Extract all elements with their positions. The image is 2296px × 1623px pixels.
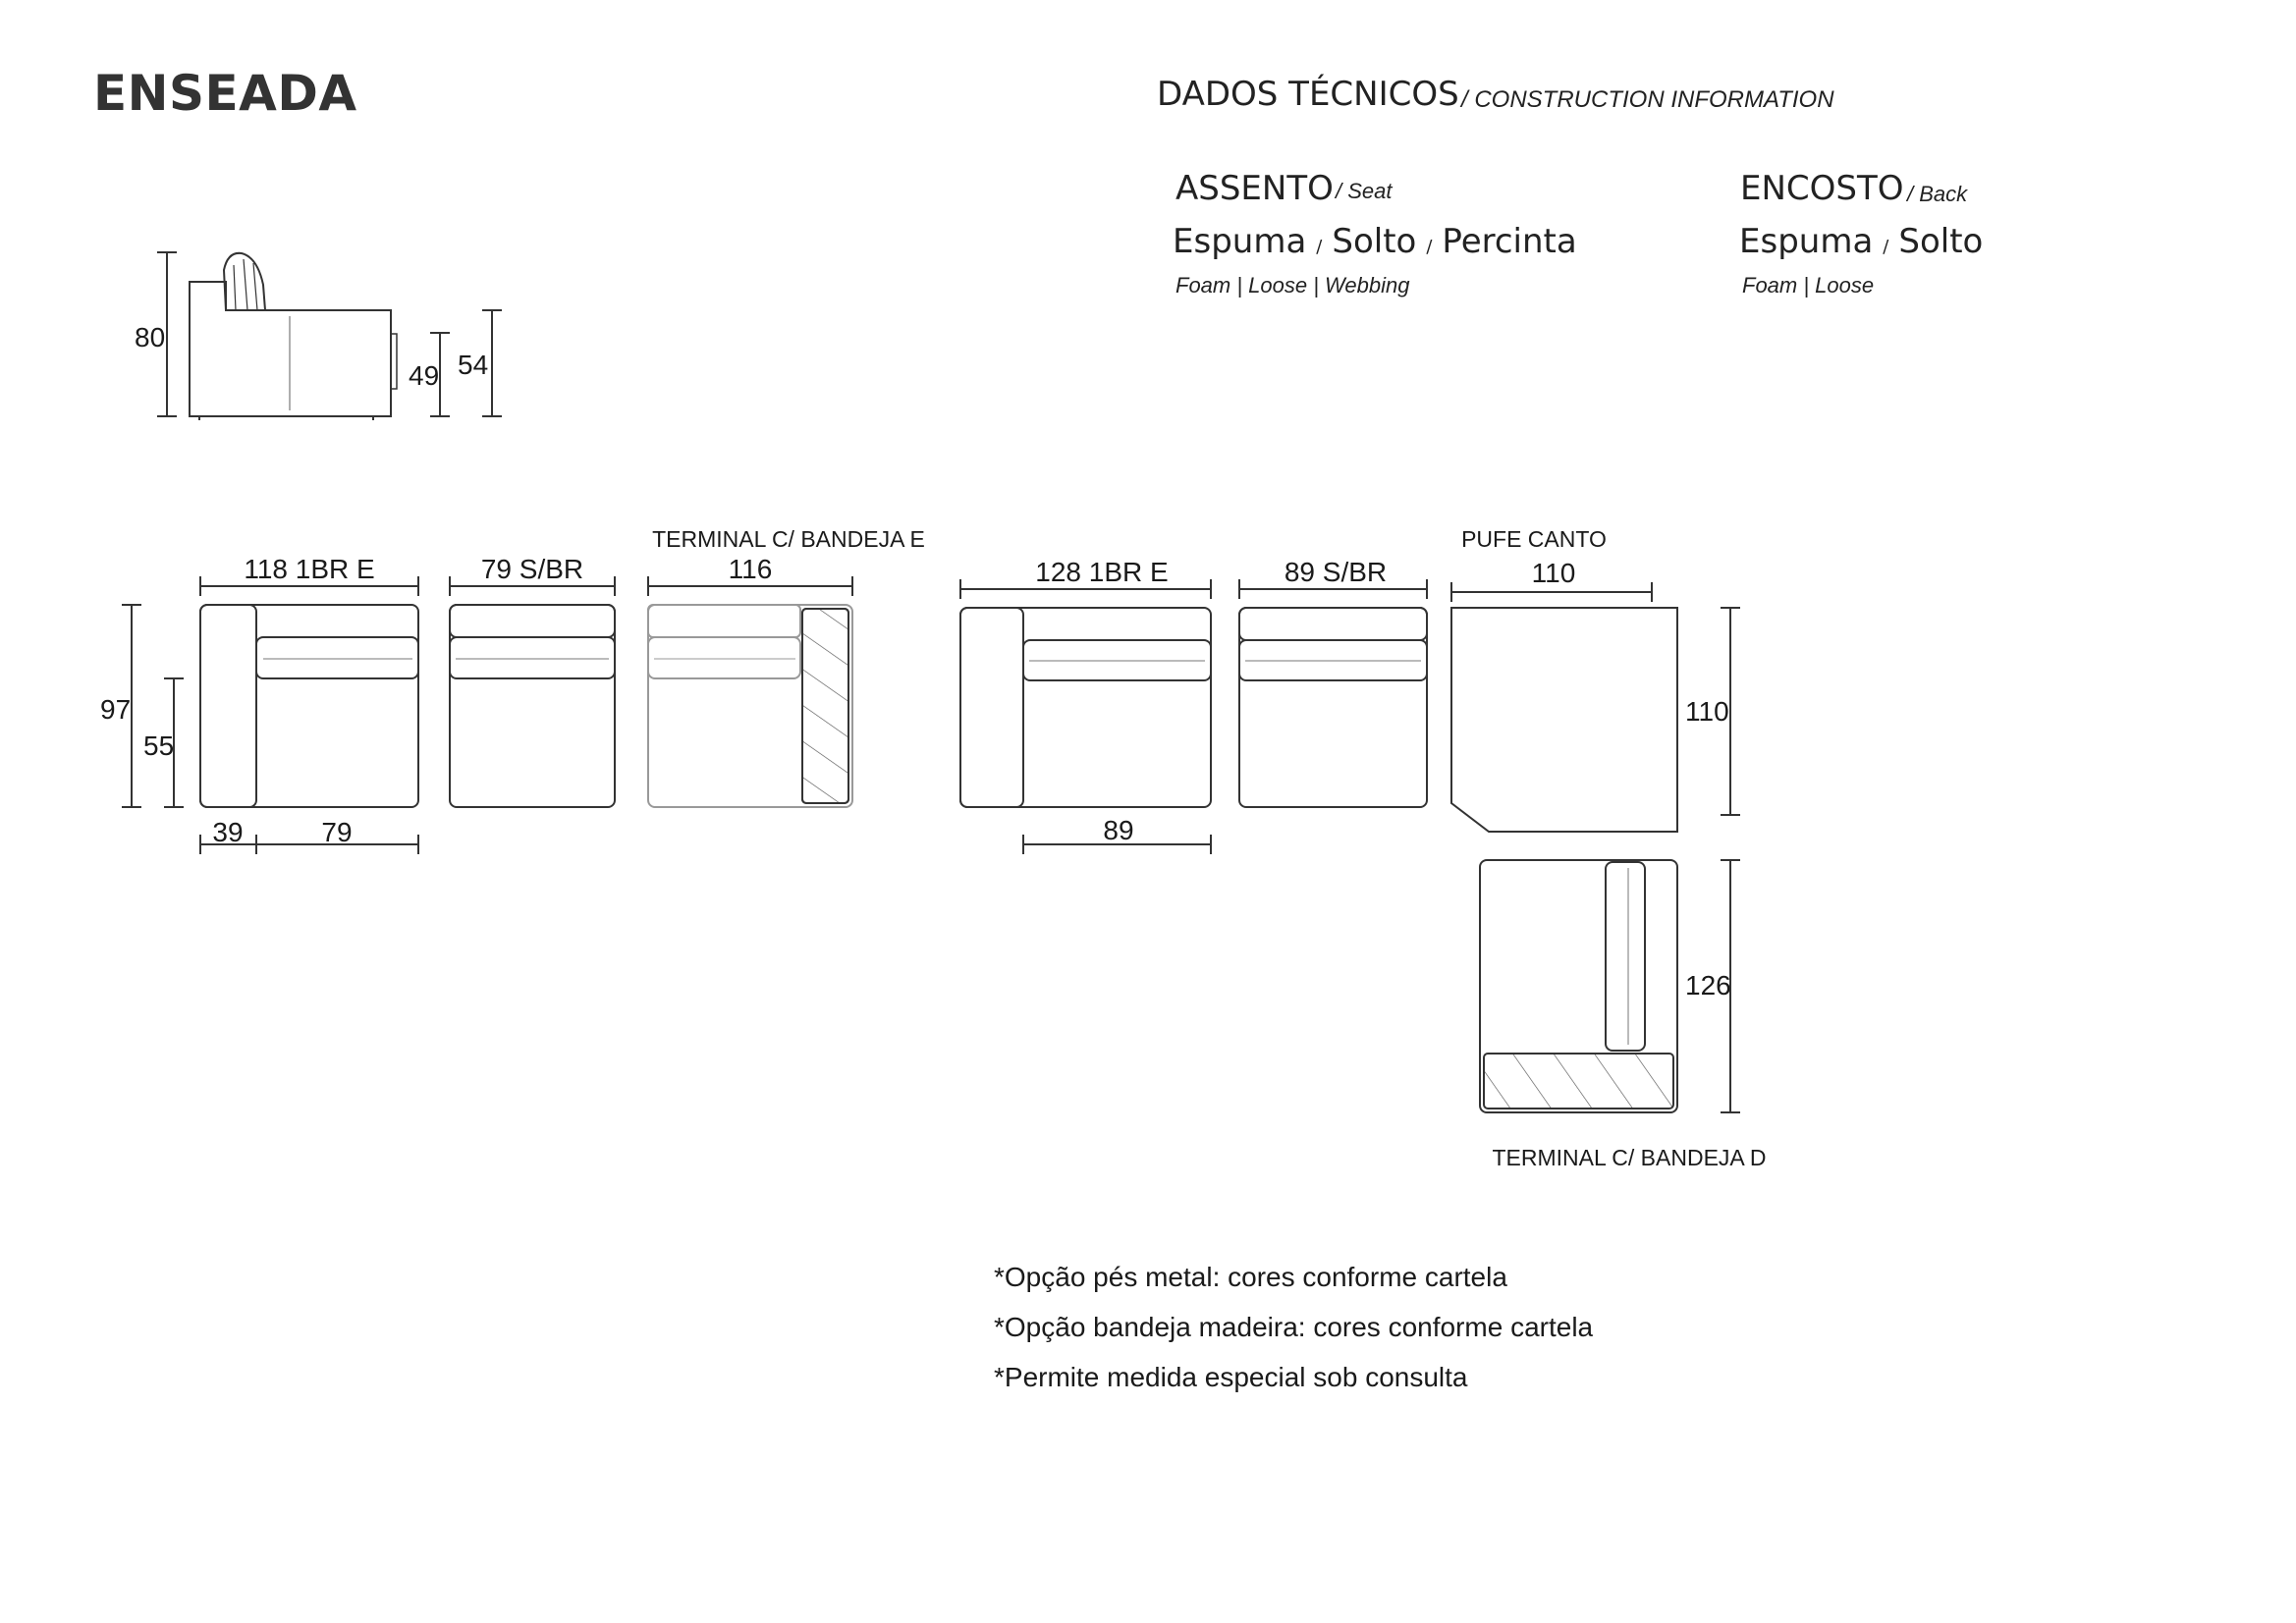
- seat-separator: /: [1426, 237, 1433, 257]
- m3-width-label: 116: [728, 554, 773, 584]
- side-height-total-label: 80: [135, 322, 166, 352]
- m6-depth-label: 110: [1685, 696, 1729, 727]
- m6-caption: PUFE CANTO: [1461, 526, 1607, 552]
- m7-depth-label: 126: [1685, 970, 1731, 1001]
- tech-data-title: DADOS TÉCNICOS: [1157, 75, 1459, 114]
- m1-width-label: 118 1BR E: [244, 554, 375, 584]
- m1-seat-depth-label: 55: [143, 730, 175, 761]
- m6-width-label: 110: [1531, 558, 1576, 588]
- module-89-sbr: [1239, 579, 1427, 807]
- seat-materials-en: Foam | Loose | Webbing: [1175, 273, 1410, 298]
- note-wood-tray: *Opção bandeja madeira: cores conforme cartela: [994, 1312, 1594, 1342]
- m5-width-label: 89 S/BR: [1284, 557, 1388, 587]
- module-118-1br-e: [122, 576, 418, 854]
- m4-seat-width-label: 89: [1103, 815, 1134, 845]
- tech-data-subtitle: / CONSTRUCTION INFORMATION: [1461, 86, 1834, 113]
- side-view: [157, 252, 502, 420]
- seat-title: ASSENTO: [1175, 169, 1334, 208]
- back-materials-en: Foam | Loose: [1742, 273, 1875, 298]
- module-128-1br-e: [960, 579, 1211, 854]
- m1-arm-width-label: 39: [212, 817, 244, 847]
- m7-caption: TERMINAL C/ BANDEJA D: [1492, 1145, 1767, 1170]
- product-title: ENSEADA: [93, 65, 357, 122]
- note-custom-size: *Permite medida especial sob consulta: [994, 1362, 1468, 1392]
- seat-material-foam: Espuma: [1173, 222, 1307, 261]
- seat-material-webbing: Percinta: [1442, 222, 1577, 261]
- m1-depth-label: 97: [100, 694, 132, 725]
- side-height-arm-label: 54: [458, 350, 489, 380]
- module-79-sbr: [450, 576, 615, 807]
- back-title: ENCOSTO: [1740, 169, 1904, 208]
- back-subtitle: / Back: [1907, 182, 1968, 206]
- module-terminal-bandeja-e: [648, 576, 852, 807]
- back-separator: /: [1883, 237, 1889, 257]
- side-height-seat-label: 49: [409, 360, 440, 391]
- back-material-foam: Espuma: [1739, 222, 1874, 261]
- m3-caption: TERMINAL C/ BANDEJA E: [652, 526, 925, 552]
- back-material-loose: Solto: [1898, 222, 1984, 261]
- seat-subtitle: / Seat: [1336, 179, 1393, 203]
- m2-width-label: 79 S/BR: [480, 554, 584, 584]
- seat-material-loose: Solto: [1332, 222, 1417, 261]
- m4-width-label: 128 1BR E: [1035, 557, 1169, 587]
- m1-seat-width-label: 79: [321, 817, 353, 847]
- seat-separator: /: [1316, 237, 1323, 257]
- note-metal-feet: *Opção pés metal: cores conforme cartela: [994, 1262, 1507, 1292]
